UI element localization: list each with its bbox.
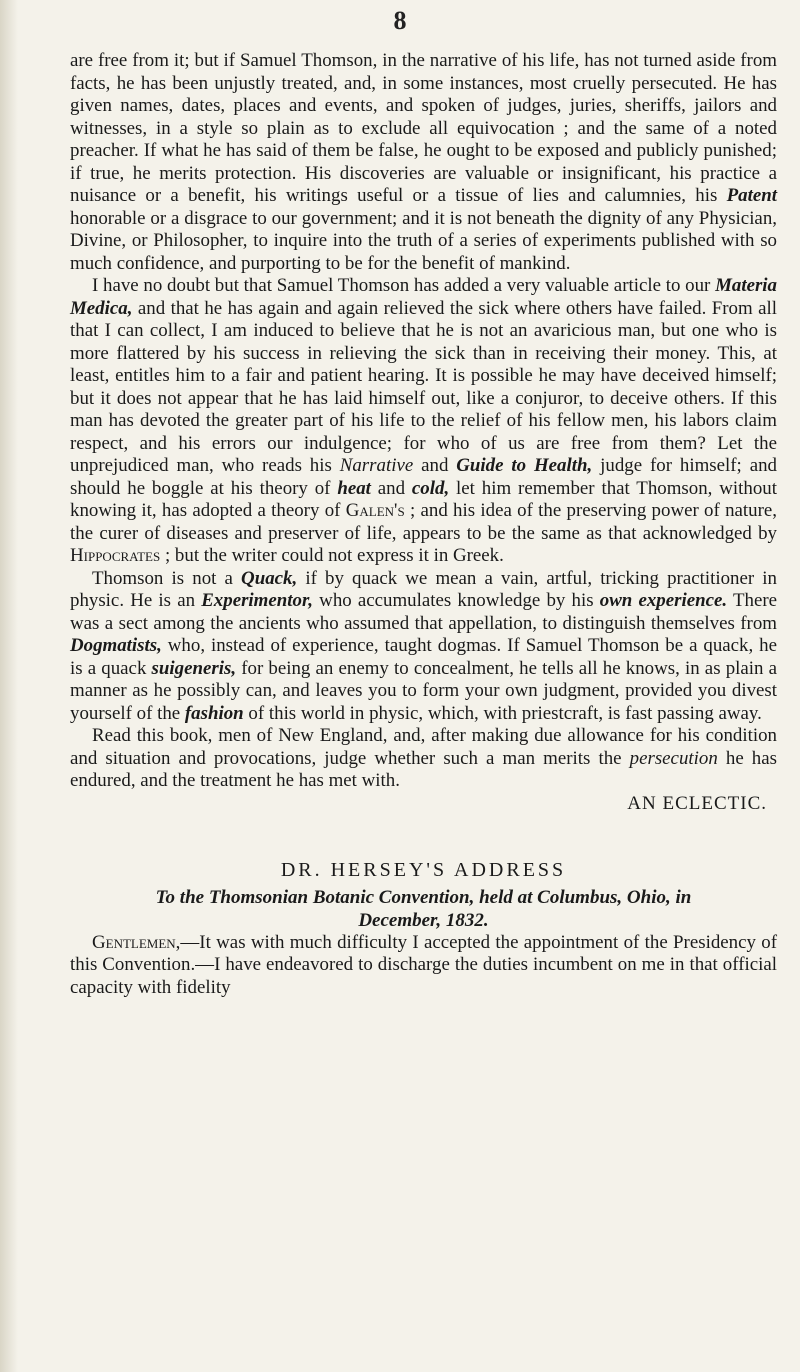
italic-run: own experience. bbox=[599, 590, 728, 611]
paragraph-2 bbox=[70, 275, 777, 568]
italic-run: Materia Medica, bbox=[70, 275, 777, 319]
text-run: and that he has again and again relieved the sick where others have failed. From all that I can collect, I am induced to believe that he is not an avaricious man, but one who is more flattered by his success in relieving the sick than in receiving their money. This, at least, entitles him to a fair and patient hearing. It is possible he may have deceived himself; but it does not appear that he has laid himself out, like a conjuror, to deceive others. If this man has devoted the greater part of his life to the relief of his fellow men, his labors claim respect, and his errors our indulgence; for who of us are free from them? Let the unprejudiced man, who reads his bbox=[70, 297, 777, 476]
text-run: judge for himself; and should he boggle at his theory of bbox=[70, 455, 777, 499]
italic-run: suigeneris, bbox=[151, 657, 237, 679]
text-run: —It was with much difficulty I accepted the appointment of the Presidency of this Convention.—I have endeavored to discharge the duties incumbent on me in that official capacity with fidelity bbox=[70, 931, 777, 998]
text-run: who accumulates knowledge by his bbox=[313, 590, 600, 611]
text-run: There was a sect among the ancients who assumed that appellation, to distinguish themselves from bbox=[70, 590, 778, 634]
text-run: for being an enemy to concealment, he tells all he knows, in as plain a manner as he possibly can, and leaves you to form your own judgment, provided you divest yourself of the bbox=[70, 657, 778, 724]
italic-run: persecution bbox=[629, 747, 718, 769]
smallcaps-run: Gentlemen, bbox=[92, 931, 181, 953]
italic-run: cold, bbox=[411, 477, 450, 499]
italic-run: Dogmatists, bbox=[70, 635, 162, 656]
text-run: Read this book, men of New England, and, after making due allowance for his condition and situation and provocations, judge whether such a man merits the bbox=[70, 725, 777, 769]
text-run: who, instead of experience, taught dogmas. If Samuel Thomson be a quack, he is a quack bbox=[70, 635, 777, 679]
paragraph-4 bbox=[70, 725, 777, 793]
text-run: and bbox=[370, 477, 412, 499]
text-run: ; but the writer could not express it in Greek. bbox=[160, 545, 504, 566]
text-run: and bbox=[413, 455, 457, 476]
smallcaps-run: Hippocrates bbox=[70, 545, 161, 566]
page-body bbox=[70, 50, 777, 999]
italic-run: Quack, bbox=[241, 567, 298, 589]
text-run: if by quack we mean a vain, artful, tricking practitioner in physic. He is an bbox=[70, 567, 777, 611]
text-run: I have no doubt but that Samuel Thomson has added a very valuable article to our bbox=[92, 275, 716, 296]
smallcaps-run: Galen's bbox=[345, 500, 405, 521]
page-binding-shadow bbox=[0, 0, 18, 1372]
text-run: he has endured, and the treatment he has met with. bbox=[70, 747, 777, 791]
text-run: honorable or a disgrace to our government; and it is not beneath the dignity of any Physician, Divine, or Philosopher, to inquire into the truth of a series of experiments published with so much confidence, and purporting to be for the benefit of mankind. bbox=[70, 207, 777, 274]
italic-run: Narrative bbox=[339, 455, 414, 476]
text-run: let him remember that Thomson, without knowing it, has adopted a theory of bbox=[70, 477, 777, 521]
section-subtitle bbox=[70, 886, 777, 932]
subtitle-line-2: December, 1832. bbox=[358, 909, 489, 931]
paragraph-5 bbox=[70, 932, 777, 1000]
italic-run: Patent bbox=[726, 185, 777, 206]
signature bbox=[70, 793, 777, 816]
subtitle-line-1: To the Thomsonian Botanic Convention, held at Columbus, Ohio, in bbox=[155, 886, 692, 908]
italic-run: fashion bbox=[184, 702, 244, 724]
italic-run: Experimentor, bbox=[201, 590, 313, 611]
text-run: are free from it; but if Samuel Thomson, in the narrative of his life, has not turned aside from facts, he has been unjustly treated, and, in some instances, most cruelly persecuted. He has given names, dates, places and events, and spoken of judges, juries, sheriffs, jailors and witnesses, in a style so plain as to exclude all equivocation ; and the same of a noted preacher. If what he has said of them be false, he ought to be exposed and publicly punished; if true, he merits protection. His discoveries are valuable or insignificant, his practice a nuisance or a benefit, his writings useful or a tissue of lies and calumnies, his bbox=[70, 50, 777, 206]
italic-run: Guide to Health, bbox=[456, 455, 593, 476]
italic-run: heat bbox=[337, 477, 371, 499]
signature-text: AN ECLECTIC. bbox=[627, 792, 767, 814]
paragraph-3 bbox=[70, 568, 777, 726]
paragraph-1 bbox=[70, 50, 777, 275]
text-run: ; and his idea of the preserving power of nature, the curer of diseases and preserver of life, appears to be the same as that acknowledged by bbox=[70, 500, 778, 544]
text-run: Thomson is not a bbox=[92, 567, 242, 589]
text-run: of this world in physic, which, with priestcraft, is fast passing away. bbox=[243, 702, 762, 724]
page-number: 8 bbox=[393, 6, 407, 35]
section-heading: DR. HERSEY'S ADDRESS bbox=[280, 859, 567, 881]
